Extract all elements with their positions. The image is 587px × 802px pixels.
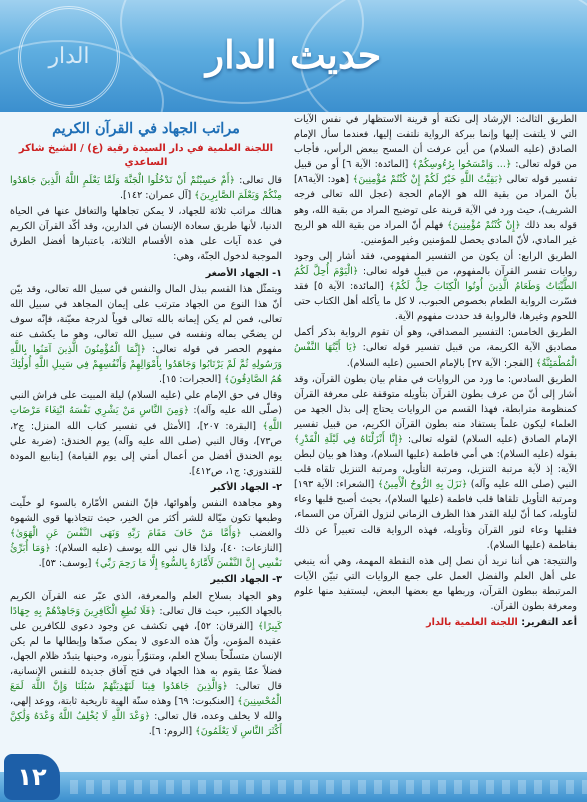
- section-heading-text: ٣- الجهاد الكبير: [210, 574, 282, 586]
- section-heading-text: ١- الجهاد الأصغر: [205, 267, 282, 279]
- paragraph: [10, 496, 282, 571]
- article-title: مراتب الجهاد في القرآن الكريم: [52, 120, 240, 137]
- quran-verse: ﴿... وَامْسَحُوا بِرُءُوسِكُمْ﴾: [412, 159, 512, 171]
- page-footer: [0, 772, 587, 802]
- quran-verse: ﴿وَالَّذِينَ جَاهَدُوا فِينَا لَنَهْدِيَنَّهُمْ سُبُلَنَا وَإِنَّ اللَّهَ لَمَعَ الْمُحْسِنِينَ﴾: [10, 681, 282, 708]
- paragraph-text: [الفجر: الآية ٢٧] بالإمام الحسين (عليه السلام).: [346, 357, 536, 369]
- paragraph-text: وهو مجاهدة النفس وأهوائها، فإنّ النفس الأمّارة بالسوء لو خلّيت وطبعها تكون ميّالة للشر أكثر من الخير، حيث تتجاذبها قوى الشهوة والغضب: [10, 497, 282, 540]
- quran-verse: ﴿وَمَا أُبَرِّئُ نَفْسِي إِنَّ النَّفْسَ لَأَمَّارَةٌ بِالسُّوءِ إِلَّا مَا رَحِمَ رَبِّي﴾: [10, 543, 282, 570]
- paragraph-text: [يوسف: ٥٣].: [38, 558, 95, 570]
- paragraph-text: هنالك مراتب ثلاثة للجهاد، لا يمكن تجاهلها والتغافل عنها في الحياة الدنيا، لأنها طريق سعادة الإنسان في الدارين، وقد أكّد القرآن الكريم في عدة آيات على هذه الأقسام الثلاثة، باعتبارها أفضل الطرق الموجبة لدخول الجنّة، وهي:: [10, 206, 282, 263]
- quran-verse: ﴿نَزَلَ بِهِ الرُّوحُ الْأَمِينُ﴾: [377, 479, 468, 491]
- paragraph-text: الطريق الثالث: الإرشاد إلى نكتة أو قرينة الاستظهار في نفس الآيات التي لا يلتفت إليها وإنما ببركة الرواية نلتفت إليها، فعندما سأل الإمام الصادق (عليه السلام) من أين عرفت أن المسح ببعض الرأس، فأجاب من قوله تعالى:: [294, 114, 577, 171]
- quran-verse: ﴿وَعْدَ اللَّهِ لَا يُخْلِفُ اللَّهُ وَعْدَهُ وَلَٰكِنَّ أَكْثَرَ النَّاسِ لَا يَعْلَمُونَ﴾: [10, 711, 282, 738]
- paragraph-text: والنتيجة: هي أننا نريد أن نصل إلى هذه النقطة المهمة، وهي أنه ينبغي على أهل العلم والفضل العمل على جمع الروايات التي تبيّن الآيات المرتبطة ببطون القرآن، وربطها مع بعضها البعض، ليستفيد منها علوم ومعرفة بطون القرآن.: [294, 555, 577, 612]
- quran-verse: ﴿إِنَّا أَنْزَلْنَاهُ فِي لَيْلَةِ الْقَدْرِ﴾: [294, 433, 404, 445]
- paragraph: [10, 589, 282, 740]
- report-credit: [294, 615, 577, 630]
- paragraph: [10, 480, 282, 495]
- page-number: ١٢: [4, 754, 60, 800]
- paragraph-text: [البقرة: ٢٠٧]، [الأمثل في تفسير كتاب الله المنزل: ج٢، ص٧٣]، وقال النبي (صلى الله عليه وآله) يوم الخندق: (ضربة علي يوم الخندق أفضل من أعمال أمتي إلى يوم القيامة) [ينابيع المودة للقندوزي: ج١، ص٤١٢].: [10, 420, 282, 477]
- quran-verse: ﴿وَأَمَّا مَنْ خَافَ مَقَامَ رَبِّهِ وَنَهَى النَّفْسَ عَنِ الْهَوَىٰ﴾: [10, 528, 242, 540]
- quran-verse: ﴿فَلَا تُطِعِ الْكَافِرِينَ وَجَاهِدْهُمْ بِهِ جِهَادًا كَبِيرًا﴾: [10, 605, 282, 632]
- paragraph: [294, 112, 577, 248]
- paragraph: [294, 372, 577, 553]
- paragraph-text: وقال في حق الإمام علي (عليه السلام) ليلة المبيت على فراش النبي (صلّى الله عليه وآله):: [10, 390, 282, 417]
- paragraph-text: الطريق الخامس: التفسير المصداقي، وهو أن تقوم الرواية بذكر أكمل مصاديق الآية الكريمة، من قبيل تفسير قوله تعالى:: [294, 327, 577, 354]
- paragraph-text: [المائدة: الآية ٦] أو من قبيل تفسير قوله تعالى: [294, 159, 577, 186]
- right-column-body: [294, 112, 577, 614]
- article-columns: [10, 112, 577, 772]
- report-label: أعد التقرير:: [521, 617, 577, 629]
- paragraph-text: [الفرقان: ٥٢]، فهي تكشف عن وجود دعوى للكافرين على عقيدة المؤمن، وأنّ هذه الدعوى لا يمكن صدّها وإبطالها ما لم يكن الإنسان متسلّحاً بسلاح العلم، ومتنوّراً بنوره، وحينها يتبدّد ظلام الجهل، فضلاً عمّا يقوم به هذا الجهاد في فتح آفاق جديدة للنفس الإنسانية، قال تعالى:: [10, 620, 282, 693]
- magazine-title: حديث الدار: [205, 32, 382, 77]
- paragraph-text: [الحجرات: ١٥].: [159, 374, 225, 386]
- article-byline: اللجنة العلمية في دار السيدة رقية (ع) / الشيخ شاكر الساعدي: [18, 143, 274, 168]
- paragraph-text: الطريق الرابع: أن يكون من التفسير المفهومي، فقد أشار إلى وجود روايات تفسر القرآن بالمفهوم، من قبيل قوله تعالى:: [294, 250, 577, 277]
- paragraph: [10, 266, 282, 281]
- paragraph: [10, 282, 282, 388]
- paragraph: [10, 572, 282, 587]
- paragraph-text: [المائدة: الآية ٥] فقد فسّرت الرواية الطعام بخصوص الحبوب، لا كل ما يأكله أهل الكتاب حتى اللحوم وغيرها، فالرواية قد حددت مفهوم الآية.: [294, 281, 577, 323]
- quran-verse: ﴿يَا أَيَّتُهَا النَّفْسُ الْمُطْمَئِنَّةُ﴾: [294, 342, 577, 369]
- paragraph-text: ويتمثّل هذا القسم ببذل المال والنفس في سبيل الله تعالى، وقد بيّن أنّ هذا النوع من الجهاد مترتب على إيمان المجاهد في سبيل الله تعالى، فمن لم يكن إيمانه بالله تعالى قوياً لدرجة معيّنة، فإنّه سوف لن يضحّي بماله ونفسه في سبيل الله تعالى، وهو ما يكشف عنه مفهوم الحصر في قوله تعالى:: [10, 283, 282, 356]
- paragraph-text: [النازعات: ٤٠]، ولذا قال نبي الله يوسف (عليه السلام):: [50, 543, 282, 555]
- paragraph: [10, 388, 282, 479]
- quran-verse: ﴿أَمْ حَسِبْتُمْ أَنْ تَدْخُلُوا الْجَنَّةَ وَلَمَّا يَعْلَمِ اللَّهُ الَّذِينَ جَاهَدُوا مِنْكُمْ وَيَعْلَمَ الصَّابِرِينَ﴾: [10, 175, 282, 202]
- paragraph-text: [العنكبوت: ٦٩] وهذه سنّة الهية تاريخية ثابتة، ووعد إلهي، والله لا يخلف وعده، قال تعالى:: [10, 696, 282, 723]
- paragraph: [294, 554, 577, 614]
- right-column: [294, 112, 577, 772]
- quran-verse: ﴿الْيَوْمَ أُحِلَّ لَكُمُ الطَّيِّبَاتُ وَطَعَامُ الَّذِينَ أُوتُوا الْكِتَابَ حِلٌّ لَكُمْ﴾: [294, 265, 577, 293]
- quran-verse: ﴿وَمِنَ النَّاسِ مَنْ يَشْرِي نَفْسَهُ ابْتِغَاءَ مَرْضَاتِ اللَّهِ﴾: [10, 405, 282, 432]
- left-column: [10, 112, 282, 772]
- paragraph-text: [آل عمران: ١٤٢].: [119, 190, 195, 202]
- paragraph-text: [هود: الآية٨٦] بأنّ المراد من بقية الله هو الإمام الحجة (عجل الله تعالى فرجه الشريف)، حيث ورد في الآية قرينة على توضيح المراد من بقية الله، وهو قوله بعد ذلك: [294, 174, 577, 231]
- paragraph-text: [الروم: ٦].: [148, 726, 196, 738]
- section-heading-text: ٢- الجهاد الأكبر: [210, 481, 282, 493]
- paragraph: [10, 173, 282, 203]
- paragraph-text: بقوله (عليه السلام): هي أمي فاطمة (عليها السلام)، وهذا هو بيان لبطن الآية: إذ لآية مرتبة التنزيل، ومرتبة التأويل، ومرتبة التنزيل تلقاه قلب النبي (صلى الله عليه وآله): [294, 449, 577, 491]
- paragraph: [10, 204, 282, 264]
- footer-pattern: [70, 780, 587, 794]
- quran-verse: ﴿إِنْ كُنْتُمْ مُؤْمِنِينَ﴾: [447, 219, 521, 231]
- paragraph-text: فهلم أنّ المراد من بقية الله هو الربح غير المادي، لأنّ المادي يحصل للمؤمنين وغير المؤمنين.: [294, 219, 577, 246]
- quran-verse: ﴿بَقِيَّتُ اللَّهِ خَيْرٌ لَكُمْ إِنْ كُنْتُمْ مُؤْمِنِينَ﴾: [352, 174, 504, 186]
- left-column-body: [10, 173, 282, 739]
- paragraph-text: قال تعالى:: [235, 175, 282, 186]
- quran-verse: ﴿إِنَّمَا الْمُؤْمِنُونَ الَّذِينَ آمَنُوا بِاللَّهِ وَرَسُولِهِ ثُمَّ لَمْ يَرْتَابُوا وَجَاهَدُوا بِأَمْوَالِهِمْ وَأَنْفُسِهِمْ فِي سَبِيلِ اللَّهِ أُولَٰئِكَ هُمُ الصَّادِقُونَ﴾: [10, 344, 282, 386]
- paragraph: [294, 325, 577, 370]
- paragraph-text: [الشعراء: الآية ١٩٣] ومرتبة التأويل تلقاها قلب فاطمة (عليها السلام)، بحيث أصبح قلبها وعاء لتأويله، كما أنّ ليلة القدر هذا الظرف الزماني لنزول القرآن من السماء، فقلبها وعاء لنور القرآن وتأويله، فهذه الرواية قالت تعبيراً عن ذلك بفاطمة (عليها السلام).: [294, 479, 577, 551]
- paragraph-text: وهو الجهاد بسلاح العلم والمعرفة، الذي عبّر عنه القرآن الكريم بالجهاد الكبير، حيث قال تعالى:: [10, 590, 282, 617]
- paragraph: [294, 249, 577, 324]
- paragraph-text: الطريق السادس: ما ورد من الروايات في مقام بيان بطون القرآن، وقد أشار إلى أنّ من عرف بطون القرآن بتأويله متوقفة على معرفة القرآن كمنظومة مترابطة، فهذا القسم من الروايات يحتاج إلى بذل الجهد من العلماء ليكون علماً يستفاد منه بطون القرآن الكريم، من قبيل تفسير الإمام الصادق (عليه السلام) لقوله تعالى:: [294, 373, 577, 445]
- magazine-logo: الدار: [18, 6, 120, 108]
- page-header: [0, 0, 587, 112]
- report-org: اللجنة العلمية بالدار: [426, 617, 518, 629]
